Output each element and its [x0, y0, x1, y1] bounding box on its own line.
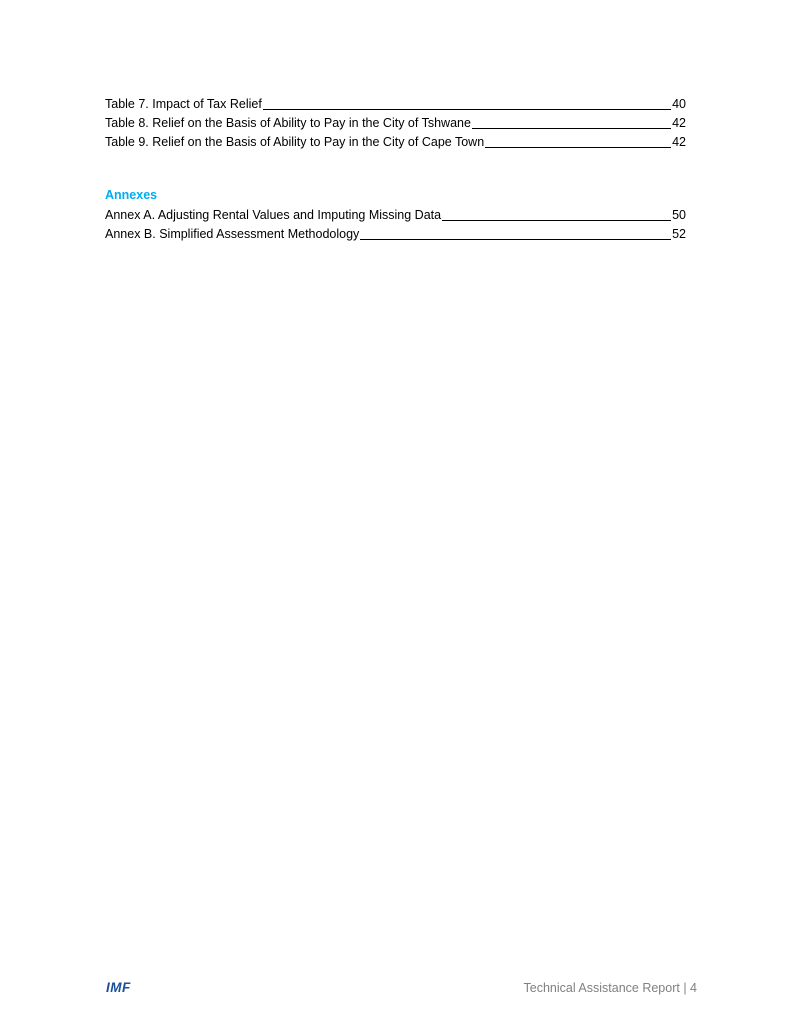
toc-entry-title: Table 8. Relief on the Basis of Ability to Pay in the City of Tshwane [105, 116, 471, 130]
toc-entry-annex-a[interactable] [105, 204, 686, 223]
toc-entry-table-9[interactable] [105, 131, 686, 150]
toc-leader-line [472, 128, 671, 129]
toc-entry-title: Annex B. Simplified Assessment Methodology [105, 227, 360, 241]
toc-leader-line [360, 239, 671, 240]
toc-leader-line [485, 147, 671, 148]
footer-report-label: Technical Assistance Report | 4 [523, 981, 697, 995]
toc-entry-page: 42 [672, 135, 686, 149]
toc-entry-table-8[interactable] [105, 112, 686, 131]
toc-entry-title: Annex A. Adjusting Rental Values and Imputing Missing Data [105, 208, 442, 222]
toc-entry-page: 40 [672, 97, 686, 111]
toc-entry-page: 52 [672, 227, 686, 241]
toc-annexes-section [105, 186, 686, 242]
toc-entry-annex-b[interactable] [105, 223, 686, 242]
toc-entry-page: 42 [672, 116, 686, 130]
toc-leader-line [263, 109, 671, 110]
toc-entry-page: 50 [672, 208, 686, 222]
toc-leader-line [442, 220, 671, 221]
toc-tables-section [105, 93, 686, 150]
toc-entry-title: Table 7. Impact of Tax Relief [105, 97, 262, 111]
toc-entry-table-7[interactable] [105, 93, 686, 112]
toc-entry-title: Table 9. Relief on the Basis of Ability to Pay in the City of Cape Town [105, 135, 485, 149]
imf-logo: IMF [106, 980, 131, 995]
annexes-heading: Annexes [105, 188, 158, 202]
